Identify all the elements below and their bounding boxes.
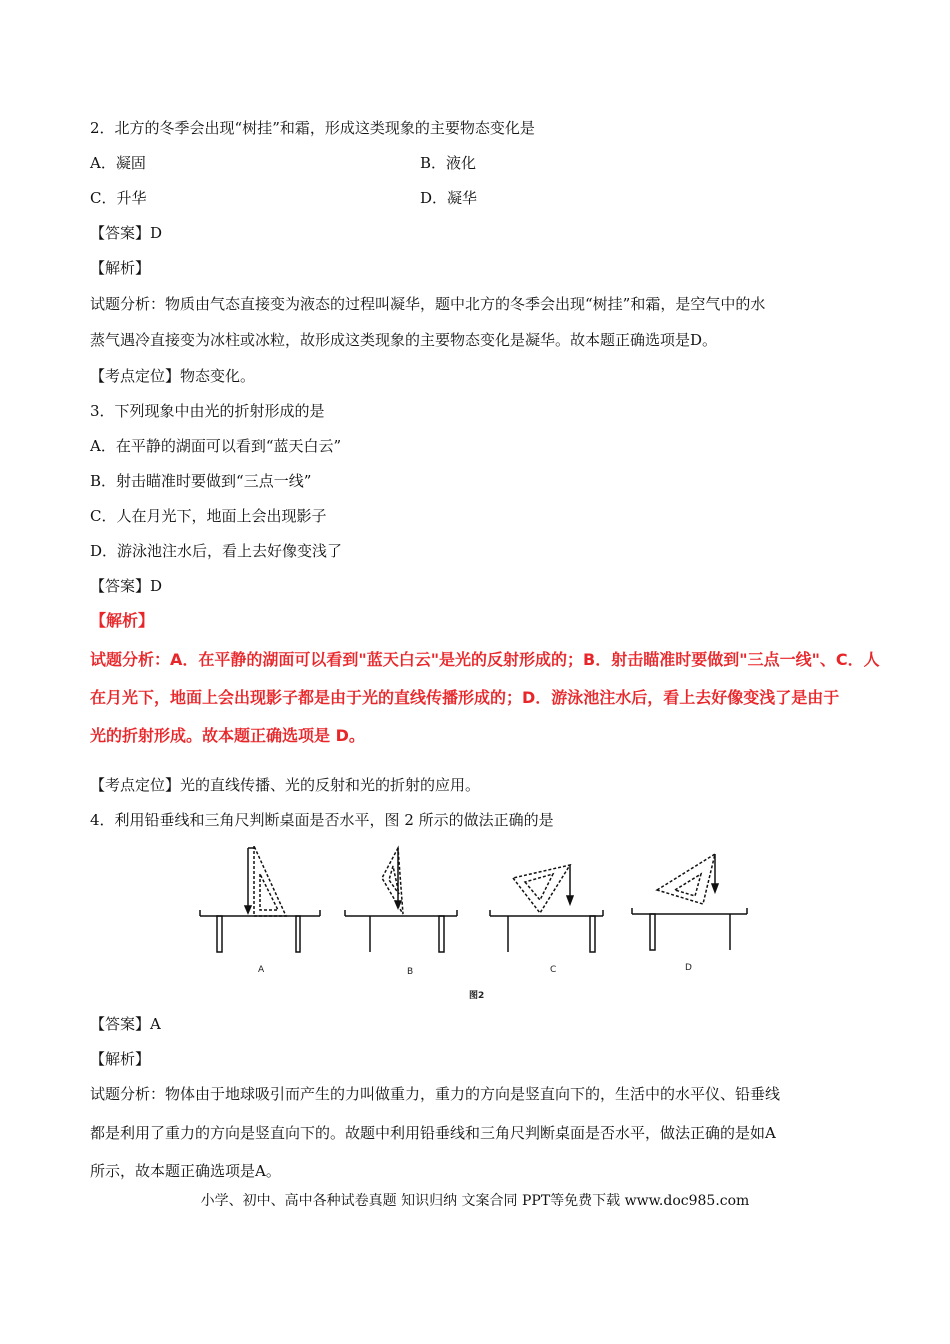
q2-option-b: B．液化 (420, 154, 477, 172)
q3-option-a: A．在平静的湖面可以看到“蓝天白云” (90, 437, 342, 455)
q2-answer: 【答案】D (90, 224, 163, 242)
q2-option-c: C．升华 (90, 189, 147, 207)
panel-a-setup (200, 846, 320, 952)
figure-label-d: D (685, 963, 692, 973)
q3-key-point: 【考点定位】光的直线传播、光的反射和光的折射的应用。 (90, 776, 481, 794)
q3-analysis-line-3: 光的折射形成。故本题正确选项是 D。 (90, 726, 365, 745)
q4-analysis-line-2: 都是利用了重力的方向是竖直向下的。故题中利用铅垂线和三角尺判断桌面是否水平，做法正确的是如A (90, 1124, 776, 1142)
q2-option-d: D．凝华 (420, 189, 478, 207)
panel-c-setup (490, 865, 603, 952)
q4-analysis-line-3: 所示，故本题正确选项是A。 (90, 1162, 281, 1180)
q2-key-point: 【考点定位】物态变化。 (90, 367, 256, 385)
q3-answer: 【答案】D (90, 577, 163, 595)
figure-2-diagram (195, 838, 755, 1008)
panel-d-setup (632, 854, 747, 950)
q3-analysis-line-1: 试题分析：A．在平静的湖面可以看到"蓝天白云"是光的反射形成的；B．射击瞄准时要做到"三点一线"、C．人 (90, 650, 880, 669)
page-footer: 小学、初中、高中各种试卷真题 知识归纳 文案合同 PPT等免费下载 www.doc985.com (200, 1193, 750, 1209)
q4-answer: 【答案】A (90, 1015, 161, 1033)
q3-option-b: B．射击瞄准时要做到“三点一线” (90, 472, 312, 490)
q3-stem: 3．下列现象中由光的折射形成的是 (90, 402, 325, 420)
q2-analysis-line-1: 试题分析：物质由气态直接变为液态的过程叫凝华，题中北方的冬季会出现“树挂”和霜，是空气中的水 (90, 295, 766, 313)
q4-stem: 4．利用铅垂线和三角尺判断桌面是否水平，图 2 所示的做法正确的是 (90, 811, 554, 829)
q2-analysis-line-2: 蒸气遇冷直接变为冰柱或冰粒，故形成这类现象的主要物态变化是凝华。故本题正确选项是D。 (90, 331, 718, 349)
figure-caption: 图2 (469, 991, 485, 1001)
q4-analysis-line-1: 试题分析：物体由于地球吸引而产生的力叫做重力，重力的方向是竖直向下的，生活中的水平仪、铅垂线 (90, 1085, 781, 1103)
figure-label-c: C (550, 965, 557, 975)
figure-label-b: B (407, 967, 414, 977)
figure-label-a: A (258, 965, 265, 975)
q3-option-d: D．游泳池注水后，看上去好像变浅了 (90, 542, 343, 560)
q3-option-c: C．人在月光下，地面上会出现影子 (90, 507, 327, 525)
q3-analysis-label: 【解析】 (90, 611, 155, 630)
q2-option-a: A．凝固 (90, 154, 146, 172)
q2-analysis-label: 【解析】 (90, 259, 151, 277)
q4-analysis-label: 【解析】 (90, 1050, 151, 1068)
q3-analysis-line-2: 在月光下，地面上会出现影子都是由于光的直线传播形成的；D．游泳池注水后，看上去好像变浅了是由于 (90, 688, 840, 707)
panel-b-setup (345, 848, 457, 952)
q2-stem: 2．北方的冬季会出现“树挂”和霜，形成这类现象的主要物态变化是 (90, 119, 535, 137)
